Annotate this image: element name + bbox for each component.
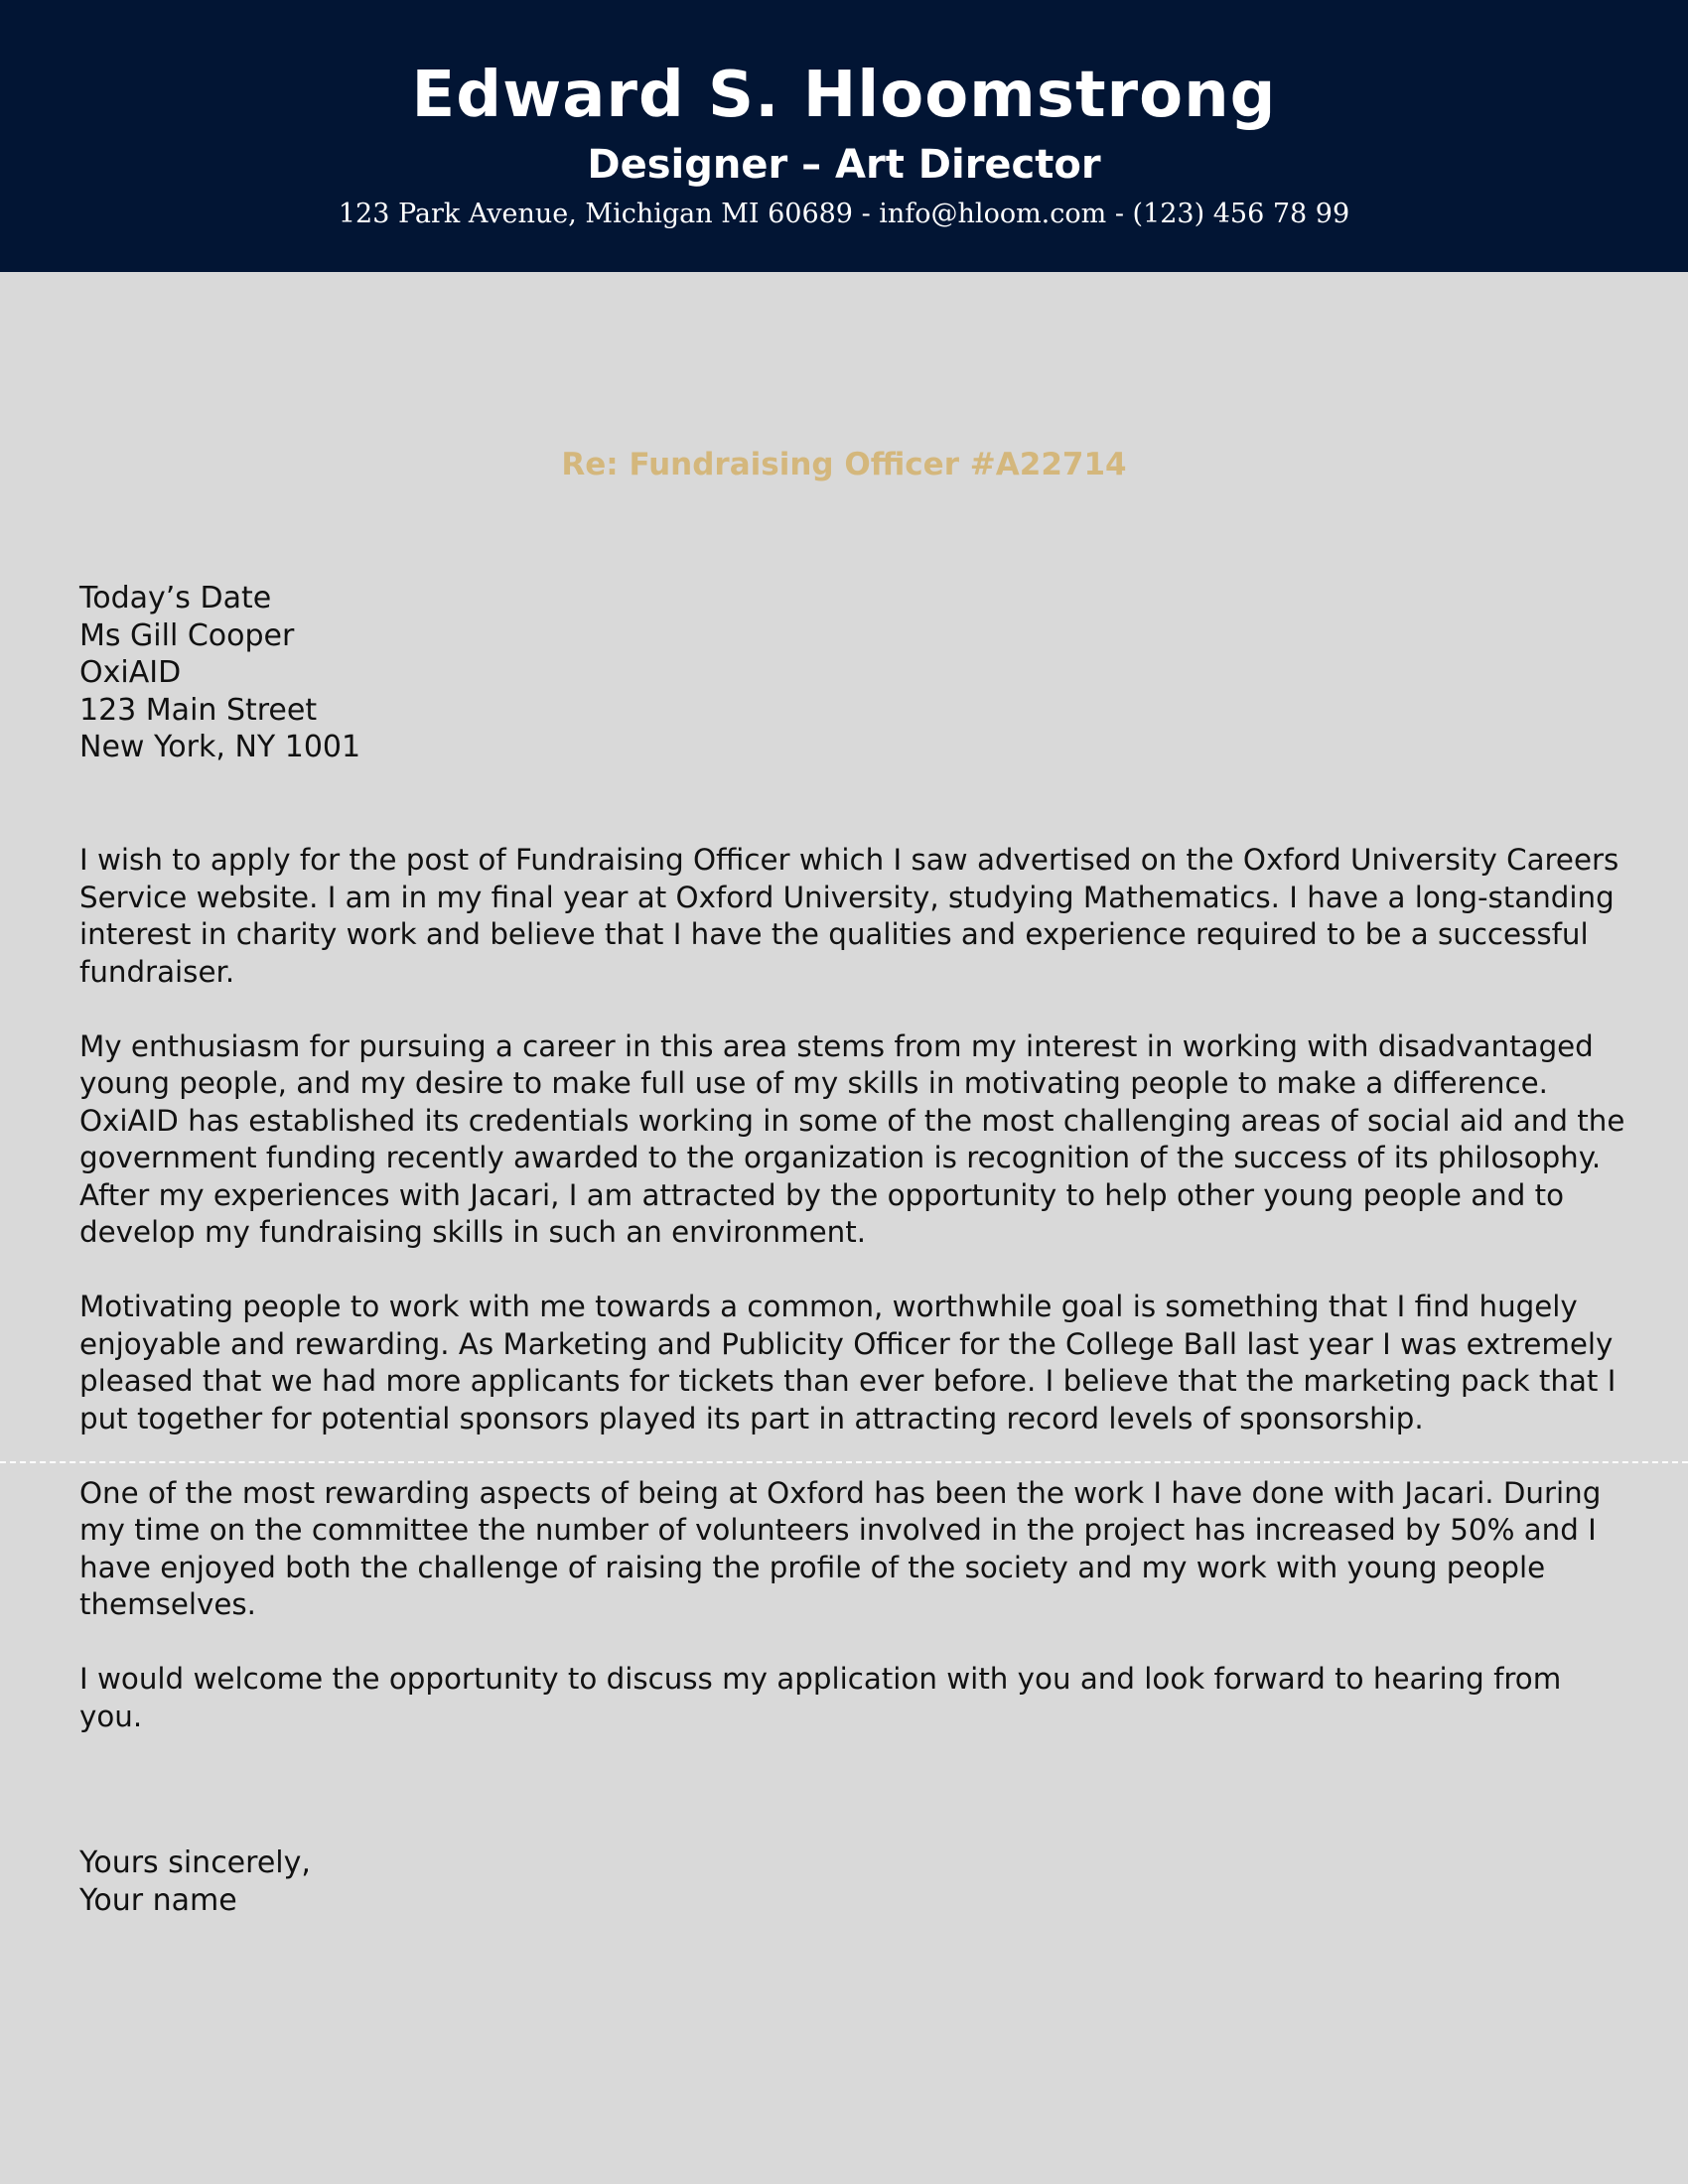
- body-paragraph-1: I wish to apply for the post of Fundraising Officer which I saw advertised on the Oxford University Careers Service website. I am in my final year at Oxford University, studying Mathematics. I have a long-standing interest in charity work and believe that I have the qualities and experience required to be a successful fundraiser.: [79, 843, 1619, 989]
- page-break-line: [0, 1461, 1688, 1463]
- sender-contact: 123 Park Avenue, Michigan MI 60689 - info@hloom.com - (123) 456 78 99: [338, 199, 1350, 229]
- letterhead: [0, 0, 1688, 272]
- closing-block: [79, 1844, 311, 1920]
- body-paragraph-5: I would welcome the opportunity to discuss my application with you and look forward to hearing from you.: [79, 1662, 1562, 1733]
- body-paragraph-4: One of the most rewarding aspects of being at Oxford has been the work I have done with Jacari. During my time on the committee the number of volunteers involved in the project has increased by 50% and I have enjoyed both the challenge of raising the profile of the society and my work with young people themselves.: [79, 1475, 1602, 1621]
- body-paragraph-3: Motivating people to work with me towards a common, worthwhile goal is something that I find hugely enjoyable and rewarding. As Marketing and Publicity Officer for the College Ball last year I was extremely pleased that we had more applicants for tickets than ever before. I believe that the marketing pack that I put together for potential sponsors played its part in attracting record levels of sponsorship.: [79, 1290, 1617, 1435]
- body-paragraph-2: My enthusiasm for pursuing a career in this area stems from my interest in working with disadvantaged young people, and my desire to make full use of my skills in motivating people to make a difference. OxiAID has established its credentials working in some of the most challenging areas of social aid and the government funding recently awarded to the organization is recognition of the success of its philosophy. After my experiences with Jacari, I am attracted by the opportunity to help other young people and to develop my fundraising skills in such an environment.: [79, 1028, 1625, 1249]
- recipient-city: New York, NY 1001: [79, 730, 361, 764]
- recipient-address: [79, 580, 360, 766]
- recipient-company: OxiAID: [79, 655, 182, 690]
- sender-title: Designer – Art Director: [587, 142, 1101, 188]
- recipient-street: 123 Main Street: [79, 692, 318, 728]
- closing-signature: Your name: [79, 1883, 237, 1918]
- closing-salutation: Yours sincerely,: [79, 1845, 311, 1880]
- subject-line: Re: Fundraising Officer #A22714: [561, 447, 1127, 482]
- sender-name: Edward S. Hloomstrong: [411, 59, 1277, 132]
- letter-body: [79, 842, 1628, 1773]
- letter-date: Today’s Date: [79, 581, 272, 615]
- recipient-name: Ms Gill Cooper: [79, 617, 295, 653]
